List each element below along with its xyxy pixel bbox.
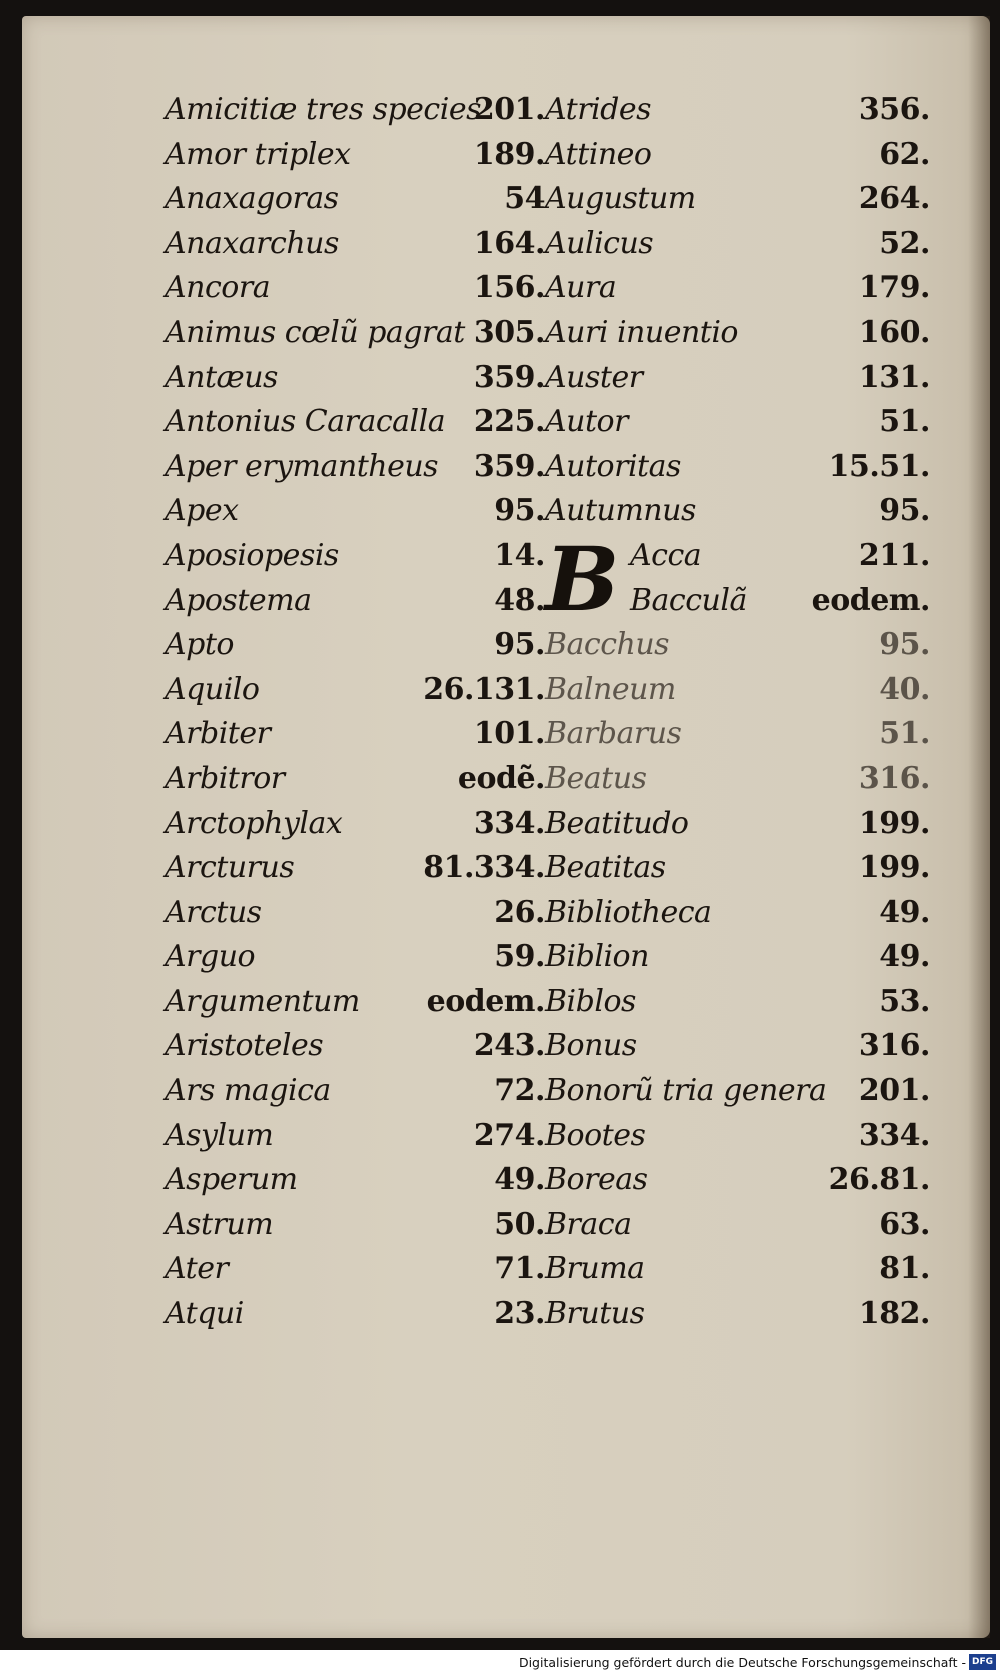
index-term: Bacchus (545, 627, 670, 663)
index-entry (165, 980, 545, 1025)
index-page-number: 264. (858, 181, 930, 217)
index-term: Aper erymantheus (165, 448, 439, 484)
index-entry (545, 623, 930, 668)
index-term: Anaxagoras (165, 181, 339, 217)
index-entry (165, 1158, 545, 1203)
index-term: Auri inuentio (545, 314, 738, 350)
index-column-left (165, 88, 545, 1337)
index-term: Beatus (545, 760, 647, 796)
index-page-number: 189. (473, 136, 545, 172)
index-entry (545, 668, 930, 713)
index-entry (545, 757, 930, 802)
index-page-number: 359. (473, 359, 545, 395)
index-term: Ars magica (165, 1073, 331, 1109)
digitization-footer (0, 1650, 1000, 1675)
index-term: Animus cœlũ pagrat (165, 314, 465, 350)
index-entry (165, 1024, 545, 1069)
index-page-number: 316. (858, 1028, 930, 1064)
page-gutter-shadow (968, 16, 990, 1638)
index-page-number: 201. (473, 92, 545, 127)
index-term: Argumentum (165, 983, 360, 1019)
index-term: Bonorũ tria genera (545, 1073, 827, 1109)
index-page-number: 243. (473, 1028, 545, 1064)
index-page-number: eodem. (426, 983, 545, 1019)
index-page-number: 95. (494, 493, 545, 529)
index-term: Arbiter (165, 716, 271, 752)
index-entry (545, 400, 930, 445)
index-page-number: 274. (473, 1117, 545, 1153)
index-entry (165, 311, 545, 356)
index-term: Beatitudo (545, 805, 689, 841)
index-entry (165, 579, 545, 624)
index-page-number: 179. (858, 270, 930, 306)
index-page-number: 199. (858, 850, 930, 886)
index-page-number: 23. (494, 1296, 545, 1332)
index-page-number: 164. (473, 225, 545, 261)
index-page-number: 51. (879, 404, 930, 440)
index-page-number: 26. (494, 894, 545, 930)
index-entry (545, 177, 930, 222)
index-page-number: 81. (879, 1251, 930, 1287)
index-term: Arbitror (165, 760, 285, 796)
index-term: Bonus (545, 1028, 637, 1064)
index-entry (545, 1203, 930, 1248)
footer-credit-text: Digitalisierung gefördert durch die Deutsche Forschungsgemeinschaft - (518, 1655, 966, 1670)
dfg-logo: DFG (969, 1654, 996, 1670)
index-term: Acca (630, 537, 702, 573)
index-entry (545, 1292, 930, 1337)
index-entry (165, 400, 545, 445)
index-term: Bootes (545, 1117, 646, 1153)
index-page-number: 81.334. (423, 850, 545, 886)
index-entry (165, 1114, 545, 1159)
index-page-number: 101. (473, 716, 545, 752)
index-term: Aquilo (165, 671, 260, 707)
index-page-number: 131. (858, 359, 930, 395)
index-entry (545, 266, 930, 311)
index-page-number: 26.81. (828, 1162, 930, 1198)
index-entry (545, 356, 930, 401)
index-entry (165, 712, 545, 757)
index-page-number: 95. (494, 627, 545, 663)
index-page-number: 54 (504, 181, 545, 217)
index-entry (165, 802, 545, 847)
index-term: Aura (545, 270, 617, 306)
index-entry (165, 1292, 545, 1337)
index-entry (545, 579, 930, 624)
index-page-number: 211. (858, 537, 930, 573)
index-page-number: 14. (494, 537, 545, 573)
index-term: Attineo (545, 136, 652, 172)
index-page-number: 201. (858, 1073, 930, 1109)
index-entry (545, 311, 930, 356)
index-page-number: 72. (494, 1073, 545, 1109)
index-page-number: 62. (879, 136, 930, 172)
index-page-number: 51. (879, 716, 930, 752)
index-entry (165, 534, 545, 579)
index-entry (165, 266, 545, 311)
index-term: Brutus (545, 1296, 645, 1332)
index-page-number: 225. (473, 404, 545, 440)
index-entry (545, 1158, 930, 1203)
index-page-number: 199. (858, 805, 930, 841)
index-term: Arctus (165, 894, 262, 930)
index-term: Anaxarchus (165, 225, 339, 261)
index-entry (545, 802, 930, 847)
index-page-number: 160. (858, 314, 930, 350)
index-entry (165, 445, 545, 490)
index-entry (545, 1247, 930, 1292)
index-term: Arguo (165, 939, 256, 975)
index-entry (545, 445, 930, 490)
index-term: Amor triplex (165, 136, 351, 172)
index-term: Aposiopesis (165, 537, 339, 573)
index-entry (165, 891, 545, 936)
index-page-number: 316. (858, 760, 930, 796)
index-term: Boreas (545, 1162, 648, 1198)
index-page-number: 334. (858, 1117, 930, 1153)
index-page-number: 359. (473, 448, 545, 484)
index-term: Balneum (545, 671, 676, 707)
index-entry (165, 623, 545, 668)
index-entry (545, 88, 930, 133)
index-term: Bibliotheca (545, 894, 712, 930)
index-page-number: 53. (879, 983, 930, 1019)
index-page-number: 49. (879, 939, 930, 975)
index-term: Biblos (545, 983, 636, 1019)
index-page-number: 48. (494, 582, 545, 618)
index-page-number: eodem. (811, 582, 930, 618)
index-term: Auster (545, 359, 643, 395)
index-term: Bacculã (630, 582, 747, 618)
index-entry (165, 88, 545, 133)
index-term: Asylum (165, 1117, 274, 1153)
index-entry (165, 668, 545, 713)
index-term: Atqui (165, 1296, 244, 1332)
index-page-number: 156. (473, 270, 545, 306)
index-term: Apex (165, 493, 239, 529)
index-page-number: 40. (879, 671, 930, 707)
index-page-number: eodẽ. (457, 760, 545, 796)
index-term: Autumnus (545, 493, 696, 529)
index-entry (165, 1069, 545, 1114)
index-term: Asperum (165, 1162, 298, 1198)
index-entry (165, 757, 545, 802)
index-term: Antæus (165, 359, 278, 395)
index-entry (545, 1024, 930, 1069)
index-entry (165, 489, 545, 534)
index-page-number: 26.131. (423, 671, 545, 707)
index-term: Atrides (545, 92, 651, 127)
index-entry (545, 133, 930, 178)
index-term: Apto (165, 627, 234, 663)
index-entry (545, 222, 930, 267)
index-term: Bruma (545, 1251, 645, 1287)
index-page-number: 95. (879, 627, 930, 663)
index-page-number: 334. (473, 805, 545, 841)
decorated-initial-letter: B (545, 526, 620, 631)
index-term: Augustum (545, 181, 696, 217)
index-column-right (545, 88, 930, 1337)
index-entry (545, 846, 930, 891)
index-entry (545, 712, 930, 757)
index-page-number: 63. (879, 1206, 930, 1242)
index-term: Aulicus (545, 225, 654, 261)
index-entry (165, 846, 545, 891)
index-entry (165, 133, 545, 178)
index-page-number: 305. (473, 314, 545, 350)
index-page-number: 182. (858, 1296, 930, 1332)
index-entry (165, 177, 545, 222)
index-term: Antonius Caracalla (165, 404, 446, 440)
index-entry (165, 356, 545, 401)
index-term: Apostema (165, 582, 312, 618)
index-term: Beatitas (545, 850, 666, 886)
index-entry (545, 1069, 930, 1114)
index-term: Aristoteles (165, 1028, 324, 1064)
index-term: Amicitiæ tres species (165, 92, 481, 127)
index-entry (165, 935, 545, 980)
index-term: Astrum (165, 1206, 274, 1242)
index-page-number: 356. (858, 92, 930, 127)
index-page-number: 49. (494, 1162, 545, 1198)
index-page-number: 71. (494, 1251, 545, 1287)
index-page-number: 50. (494, 1206, 545, 1242)
index-term: Ancora (165, 270, 271, 306)
index-entry (545, 980, 930, 1025)
index-entry (165, 222, 545, 267)
index-term: Autoritas (545, 448, 681, 484)
index-entry (545, 891, 930, 936)
index-term: Braca (545, 1206, 632, 1242)
index-page-number: 95. (879, 493, 930, 529)
index-term: Biblion (545, 939, 649, 975)
index-term: Ater (165, 1251, 229, 1287)
index-term: Arctophylax (165, 805, 343, 841)
index-term: Autor (545, 404, 628, 440)
index-page-number: 15.51. (828, 448, 930, 484)
index-page-number: 49. (879, 894, 930, 930)
index-term: Arcturus (165, 850, 295, 886)
index-entry (545, 1114, 930, 1159)
index-entry (165, 1203, 545, 1248)
index-page-number: 59. (494, 939, 545, 975)
index-entry (545, 935, 930, 980)
index-entry (165, 1247, 545, 1292)
index-page-number: 52. (879, 225, 930, 261)
index-term: Barbarus (545, 716, 682, 752)
